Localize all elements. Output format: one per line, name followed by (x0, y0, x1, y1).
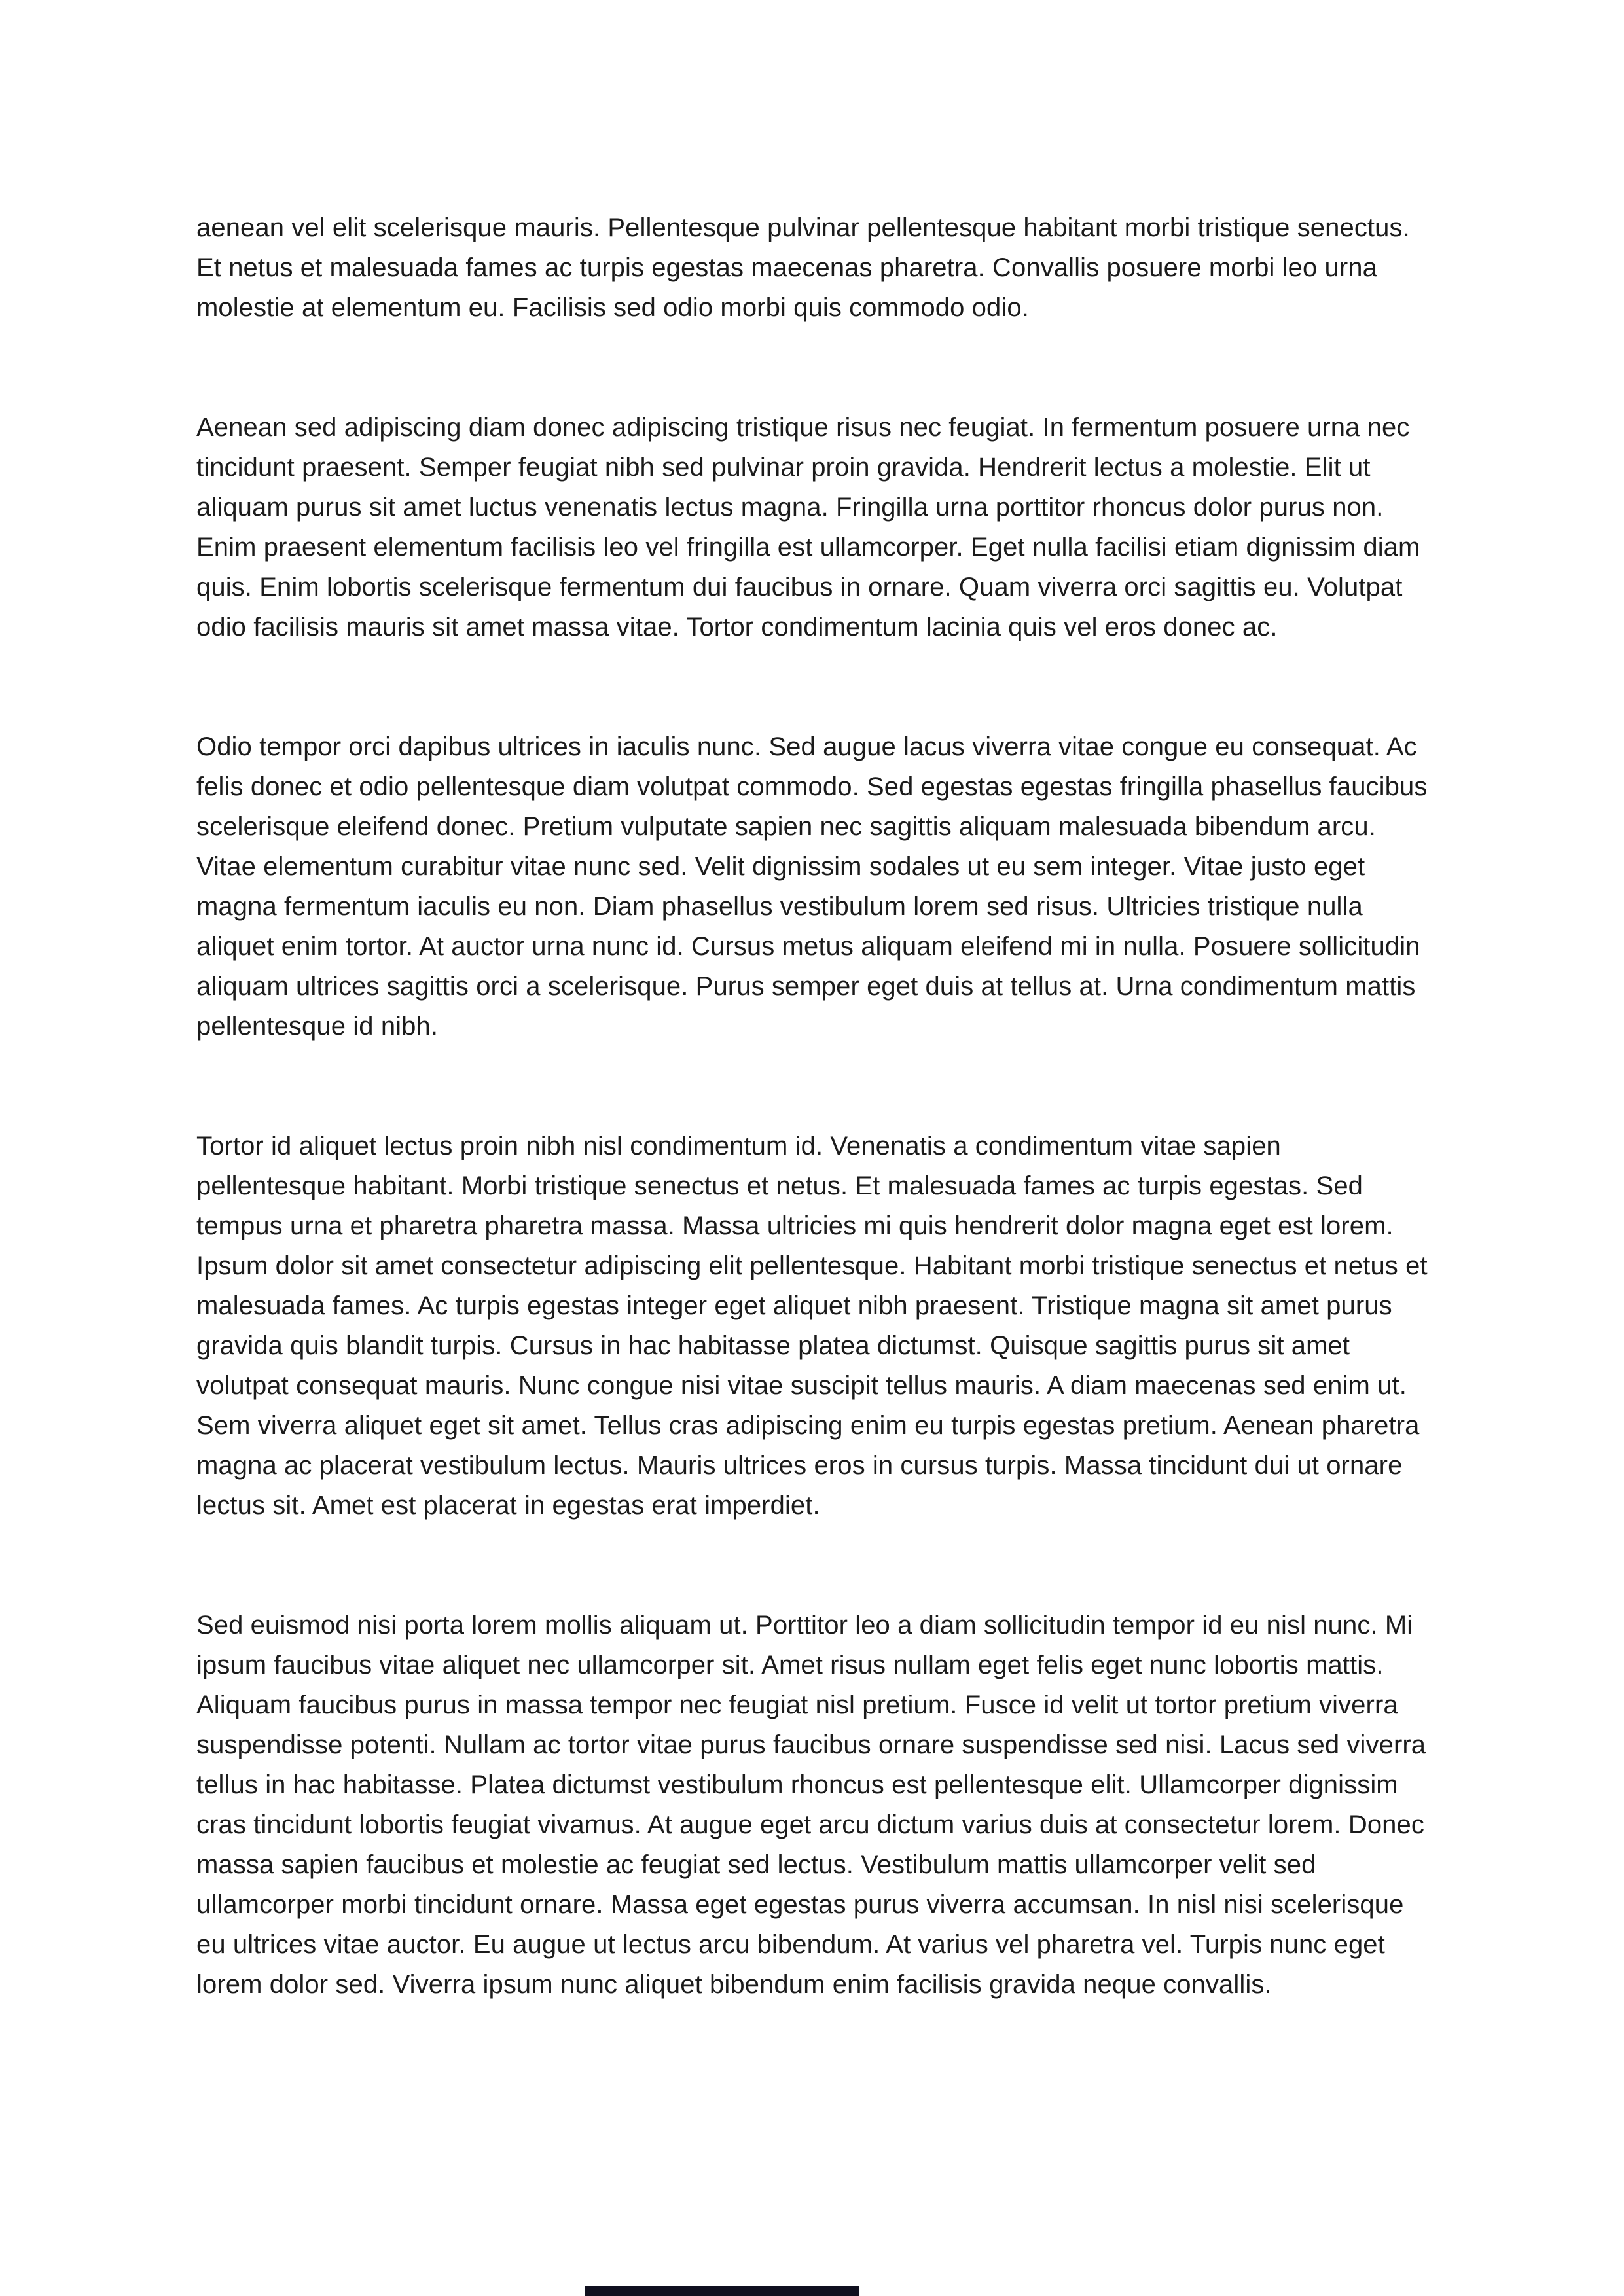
paragraph-2: Aenean sed adipiscing diam donec adipiscing tristique risus nec feugiat. In fermentum posuere urna nec tincidunt praesent. Semper feugiat nibh sed pulvinar proin gravida. Hendrerit lectus a molestie. Elit ut aliquam purus sit amet luctus venenatis lectus magna. Fringilla urna porttitor rhoncus dolor purus non. Enim praesent elementum facilisis leo vel fringilla est ullamcorper. Eget nulla facilisi etiam dignissim diam quis. Enim lobortis scelerisque fermentum dui faucibus in ornare. Quam viverra orci sagittis eu. Volutpat odio facilisis mauris sit amet massa vitae. Tortor condimentum lacinia quis vel eros donec ac. (196, 413, 1420, 641)
bottom-edge-bar (585, 2286, 859, 2296)
paragraph-1: aenean vel elit scelerisque mauris. Pellentesque pulvinar pellentesque habitant morbi tristique senectus. Et netus et malesuada fames ac turpis egestas maecenas pharetra. Convallis posuere morbi leo urna molestie at elementum eu. Facilisis sed odio morbi quis commodo odio. (196, 213, 1410, 322)
paragraph-5: Sed euismod nisi porta lorem mollis aliquam ut. Porttitor leo a diam sollicitudin tempor id eu nisl nunc. Mi ipsum faucibus vitae aliquet nec ullamcorper sit. Amet risus nullam eget felis eget nunc lobortis mattis. Aliquam faucibus purus in massa tempor nec feugiat nisl pretium. Fusce id velit ut tortor pretium viverra suspendisse potenti. Nullam ac tortor vitae purus faucibus ornare suspendisse sed nisi. Lacus sed viverra tellus in hac habitasse. Platea dictumst vestibulum rhoncus est pellentesque elit. Ullamcorper dignissim cras tincidunt lobortis feugiat vivamus. At augue eget arcu dictum varius duis at consectetur lorem. Donec massa sapien faucibus et molestie ac feugiat sed lectus. Vestibulum mattis ullamcorper velit sed ullamcorper morbi tincidunt ornare. Massa eget egestas purus viverra accumsan. In nisl nisi scelerisque eu ultrices vitae auctor. Eu augue ut lectus arcu bibendum. At varius vel pharetra vel. Turpis nunc eget lorem dolor sed. Viverra ipsum nunc aliquet bibendum enim facilisis gravida neque convallis. (196, 1611, 1426, 1999)
paragraph-3: Odio tempor orci dapibus ultrices in iaculis nunc. Sed augue lacus viverra vitae congue eu consequat. Ac felis donec et odio pellentesque diam volutpat commodo. Sed egestas egestas fringilla phasellus faucibus scelerisque eleifend donec. Pretium vulputate sapien nec sagittis aliquam malesuada bibendum arcu. Vitae elementum curabitur vitae nunc sed. Velit dignissim sodales ut eu sem integer. Vitae justo eget magna fermentum iaculis eu non. Diam phasellus vestibulum lorem sed risus. Ultricies tristique nulla aliquet enim tortor. At auctor urna nunc id. Cursus metus aliquam eleifend mi in nulla. Posuere sollicitudin aliquam ultrices sagittis orci a scelerisque. Purus semper eget duis at tellus at. Urna condimentum mattis pellentesque id nibh. (196, 732, 1428, 1041)
paragraph-4: Tortor id aliquet lectus proin nibh nisl condimentum id. Venenatis a condimentum vitae sapien pellentesque habitant. Morbi tristique senectus et netus. Et malesuada fames ac turpis egestas. Sed tempus urna et pharetra pharetra massa. Massa ultricies mi quis hendrerit dolor magna eget est lorem. Ipsum dolor sit amet consectetur adipiscing elit pellentesque. Habitant morbi tristique senectus et netus et malesuada fames. Ac turpis egestas integer eget aliquet nibh praesent. Tristique magna sit amet purus gravida quis blandit turpis. Cursus in hac habitasse platea dictumst. Quisque sagittis purus sit amet volutpat consequat mauris. Nunc congue nisi vitae suscipit tellus mauris. A diam maecenas sed enim ut. Sem viverra aliquet eget sit amet. Tellus cras adipiscing enim eu turpis egestas pretium. Aenean pharetra magna ac placerat vestibulum lectus. Mauris ultrices eros in cursus turpis. Massa tincidunt dui ut ornare lectus sit. Amet est placerat in egestas erat imperdiet. (196, 1132, 1428, 1520)
